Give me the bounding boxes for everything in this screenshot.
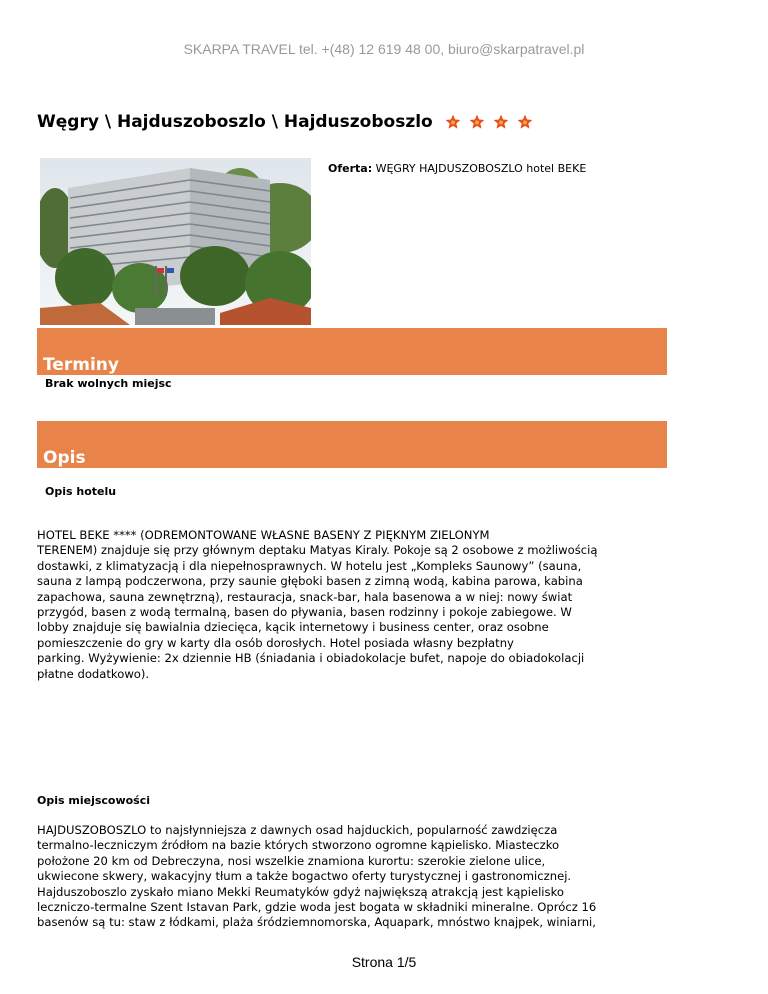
town-description-text: HAJDUSZOBOSZLO to najsłynniejsza z dawnych osad hajduckich, popularność zawdzięcza termalno-leczniczym źródłom na bazie których stworzono ogromne kąpielisko. Miasteczko położone 20 km od Debreczyna, nosi wszelkie znamiona kurortu: szerokie zielone ulice, ukwiecone skwery, wakacyjny tłum a także bogactwo oferty turystycznej i gastronomicznej. Hajduszoboszlo zyskało miano Mekki Reumatyków gdyż największą atrakcją jest kąpielisko leczniczo-termalne Szent Istavan Park, gdzie woda jest bogata w składniki mineralne. Oprócz 16 basenów są tu: staw z łódkami, plaża śródziemnomorska, Aquapark, mnóstwo knajpek, winiarni, — [37, 823, 597, 930]
star-rating — [445, 114, 533, 130]
section-bar-terminy — [37, 328, 667, 375]
offer-label: Oferta: — [328, 162, 373, 175]
page-title: Węgry \ Hajduszoboszlo \ Hajduszoboszlo — [37, 112, 433, 132]
star-icon — [517, 114, 533, 130]
hotel-description-text: HOTEL BEKE **** (ODREMONTOWANE WŁASNE BASENY Z PIĘKNYM ZIELONYM TERENEM) znajduje się przy głównym deptaku Matyas Kiraly. Pokoje są 2 osobowe z możliwością dostawki, z klimatyzacją i dla niepełnosprawnych. W hotelu jest „Kompleks Saunowy” (sauna, sauna z lampą podczerwona, przy saunie głęboki basen z zimną wodą, kabina parowa, kabina zapachowa, sauna zewnętrzną), restauracja, snack-bar, hala basenowa a w niej: nowy świat przygód, basen z wodą termalną, basen do pływania, basen rodzinny i pokoje zabiegowe. W lobby znajduje się bawialnia dziecięca, kącik internetowy i business center, oraz osobne pomieszczenie do gry w karty dla osób dorosłych. Hotel posiada własny bezpłatny parking. Wyżywienie: 2x dziennie HB (śniadania i obiadokolacje bufet, napoje do obiadokolacji płatne dodatkowo). — [37, 528, 598, 681]
hotel-photo — [40, 158, 311, 325]
page-number: Strona 1/5 — [351, 954, 417, 970]
availability-status: Brak wolnych miejsc — [45, 377, 172, 390]
agency-header: SKARPA TRAVEL tel. +(48) 12 619 48 00, biuro@skarpatravel.pl — [183, 41, 585, 57]
section-bar-opis — [37, 421, 667, 468]
star-icon — [469, 114, 485, 130]
town-description-heading: Opis miejscowości — [37, 794, 151, 807]
title-row — [37, 112, 533, 132]
offer-value: WĘGRY HAJDUSZOBOSZLO hotel BEKE — [375, 162, 587, 175]
section-heading-opis: Opis — [43, 448, 86, 468]
offer-line — [328, 162, 586, 175]
star-icon — [445, 114, 461, 130]
star-icon — [493, 114, 509, 130]
section-heading-terminy: Terminy — [43, 355, 119, 375]
hotel-description-heading: Opis hotelu — [45, 485, 117, 498]
